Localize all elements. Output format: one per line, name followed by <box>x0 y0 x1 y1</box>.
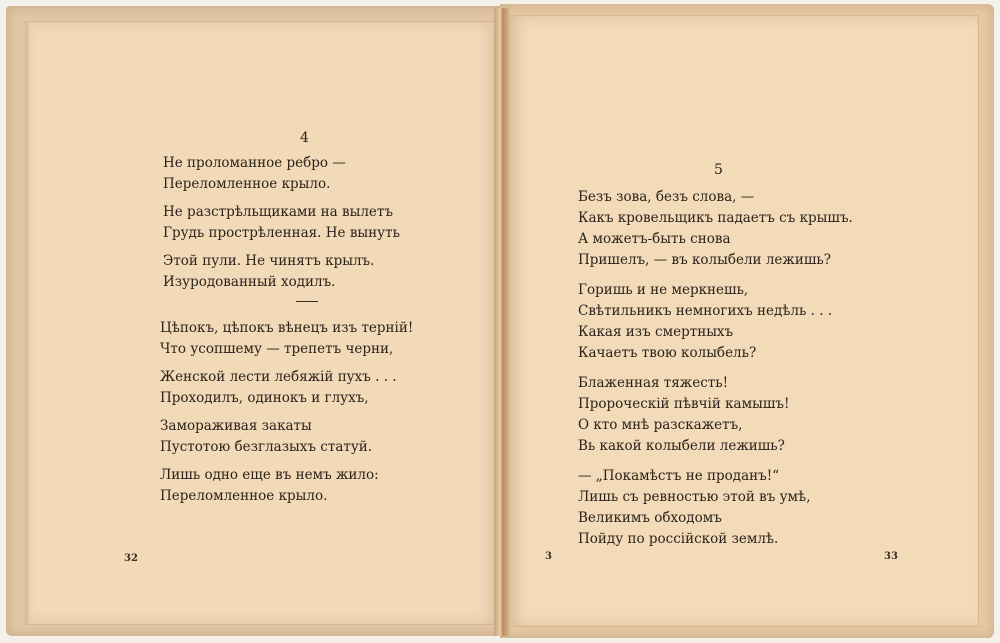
verse-line: Пришелъ, — въ колыбели лежишь? <box>578 252 831 268</box>
verse-line: Проходилъ, одинокъ и глухъ, <box>160 390 369 406</box>
verse-line: Свѣтильникъ немногихъ недѣль . . . <box>578 303 833 319</box>
verse-line: Блаженная тяжесть! <box>578 375 729 391</box>
verse-line: — „Покамѣстъ не проданъ!“ <box>578 468 780 484</box>
book-gutter <box>494 8 510 636</box>
folio-right: 33 <box>884 551 898 562</box>
verse-line: Не проломанное ребро — <box>163 155 346 171</box>
verse-line: Лишь одно еще въ немъ жило: <box>160 467 379 483</box>
verse-line: Какъ кровельщикъ падаетъ съ крышъ. <box>578 210 853 226</box>
right-poem <box>578 187 853 559</box>
verse-line: Женской лести лебяжій пухъ . . . <box>160 369 397 385</box>
stanza <box>578 373 853 457</box>
verse-line: А можетъ-быть снова <box>578 231 731 247</box>
section-divider <box>296 301 318 302</box>
stanza <box>163 153 400 195</box>
verse-line: Какая изъ смертныхъ <box>578 324 734 340</box>
verse-line: Этой пули. Не чинятъ крылъ. <box>163 253 375 269</box>
verse-line: Пустотою безглазыхъ статуй. <box>160 439 373 455</box>
verse-line: Переломленное крыло. <box>163 176 331 192</box>
verse-line: Переломленное крыло. <box>160 488 328 504</box>
stanza <box>160 318 413 360</box>
verse-line: Безъ зова, безъ слова, — <box>578 189 755 205</box>
verse-line: О кто мнѣ разскажетъ, <box>578 417 743 433</box>
verse-line: Пойду по россійской землѣ. <box>578 531 779 547</box>
poem-number-right: 5 <box>714 162 723 178</box>
stanza <box>578 466 853 550</box>
folio-left: 32 <box>124 553 138 564</box>
stanza <box>163 251 400 293</box>
verse-line: Великимъ обходомъ <box>578 510 722 526</box>
verse-line: Изуродованный ходилъ. <box>163 274 336 290</box>
verse-line: Вь какой колыбели лежишь? <box>578 438 785 454</box>
stanza <box>160 465 413 507</box>
verse-line: Цѣпокъ, цѣпокъ вѣнецъ изъ терній! <box>160 320 414 336</box>
stanza <box>578 280 853 364</box>
verse-line: Грудь прострѣленная. Не вынуть <box>163 225 400 241</box>
signature-mark: 3 <box>545 551 552 562</box>
stanza <box>160 416 413 458</box>
poem-number-left: 4 <box>300 130 309 146</box>
left-poem-part-1 <box>163 153 400 300</box>
verse-line: Пророческій пѣвчій камышъ! <box>578 396 790 412</box>
stanza <box>163 202 400 244</box>
verse-line: Замораживая закаты <box>160 418 312 434</box>
verse-line: Качаетъ твою колыбель? <box>578 345 757 361</box>
stanza <box>160 367 413 409</box>
verse-line: Не разстрѣльщиками на вылетъ <box>163 204 393 220</box>
verse-line: Горишь и не меркнешь, <box>578 282 749 298</box>
stanza <box>578 187 853 271</box>
verse-line: Лишь съ ревностью этой въ умѣ, <box>578 489 811 505</box>
left-poem-part-2 <box>160 318 413 514</box>
verse-line: Что усопшему — трепетъ черни, <box>160 341 394 357</box>
